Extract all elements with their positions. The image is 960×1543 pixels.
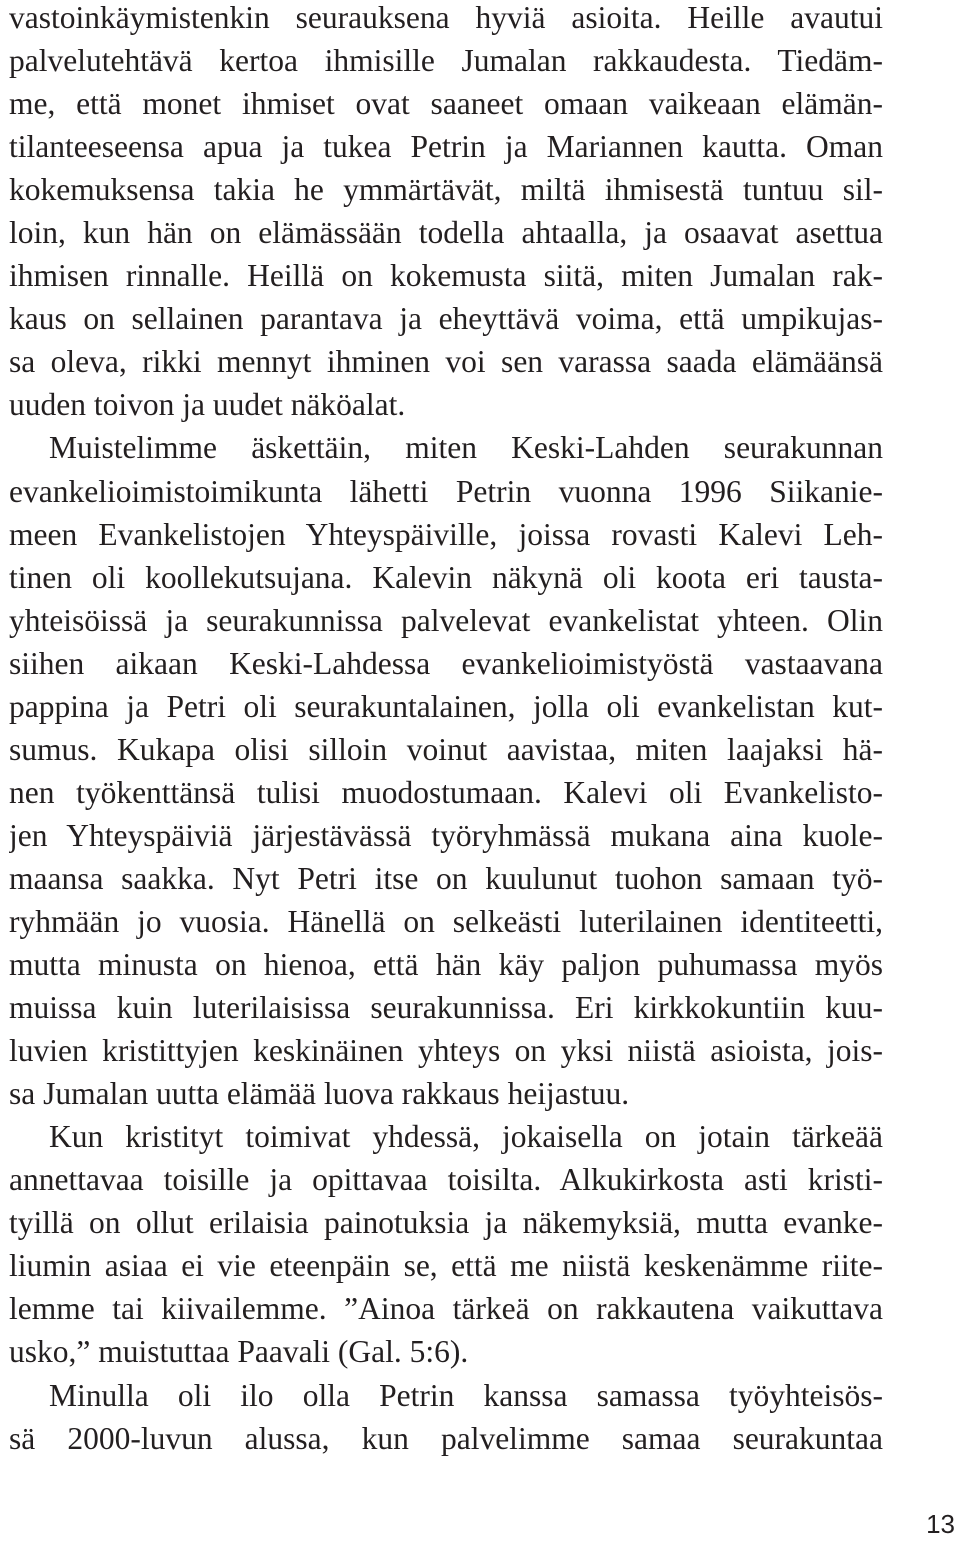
text-line: loin, kun hän on elämässään todella ahtaalla, ja osaavat asettua [9,215,883,251]
text-line: Kun kristityt toimivat yhdessä, jokaisella on jotain tärkeää [49,1119,883,1155]
text-line: jen Yhteyspäiviä järjestävässä työryhmässä mukana aina kuole- [9,817,883,853]
text-line: kaus on sellainen parantava ja eheyttävä voima, että umpikujas- [9,301,883,337]
text-line: tyillä on ollut erilaisia painotuksia ja näkemyksiä, mutta evanke- [9,1205,883,1241]
text-line: yhteisöissä ja seurakunnissa palvelevat evankelistat yhteen. Olin [9,602,883,638]
text-line: pappina ja Petri oli seurakuntalainen, jolla oli evankelistan kut- [9,688,883,724]
text-line: siihen aikaan Keski-Lahdessa evankelioimistyöstä vastaavana [9,645,883,681]
text-line: liumin asiaa ei vie eteenpäin se, että me niistä keskenämme riite- [9,1248,883,1284]
text-line: Minulla oli ilo olla Petrin kanssa samassa työyhteisös- [49,1377,883,1413]
text-line: sumus. Kukapa olisi silloin voinut aavistaa, miten laajaksi hä- [9,731,883,767]
text-line: uuden toivon ja uudet näköalat. [9,387,406,423]
page-body [9,0,883,1460]
text-line: lemme tai kiivailemme. ”Ainoa tärkeä on rakkautena vaikuttava [9,1291,883,1327]
text-line: ryhmään jo vuosia. Hänellä on selkeästi luterilainen identiteetti, [9,903,883,939]
text-line: muissa kuin luterilaisissa seurakunnissa. Eri kirkkokuntiin kuu- [9,990,883,1026]
text-line: usko,” muistuttaa Paavali (Gal. 5:6). [9,1334,469,1370]
text-line: sä 2000-luvun alussa, kun palvelimme samaa seurakuntaa [9,1420,883,1456]
paragraph [9,426,883,1115]
text-line: palvelutehtävä kertoa ihmisille Jumalan rakkaudesta. Tiedäm- [9,43,883,79]
text-line: tinen oli koollekutsujana. Kalevin näkynä oli koota eri tausta- [9,559,883,595]
text-line: sa oleva, rikki mennyt ihminen voi sen varassa saada elämäänsä [9,344,883,380]
text-line: meen Evankelistojen Yhteyspäiville, joissa rovasti Kalevi Leh- [9,516,883,552]
text-line: ihmisen rinnalle. Heillä on kokemusta siitä, miten Jumalan rak- [9,258,883,294]
text-line: tilanteeseensa apua ja tukea Petrin ja Mariannen kautta. Oman [9,129,883,165]
text-line: evankelioimistoimikunta lähetti Petrin vuonna 1996 Siikanie- [9,473,883,509]
text-line: sa Jumalan uutta elämää luova rakkaus heijastuu. [9,1076,630,1112]
text-line: vastoinkäymistenkin seurauksena hyviä asioita. Heille avautui [9,0,883,35]
page-number: 13 [926,1509,955,1539]
text-line: annettavaa toisille ja opittavaa toisilta. Alkukirkosta asti kristi- [9,1162,883,1198]
text-line: kokemuksensa takia he ymmärtävät, miltä ihmisestä tuntuu sil- [9,172,883,208]
text-line: Muistelimme äskettäin, miten Keski-Lahden seurakunnan [49,430,883,466]
text-line: nen työkenttänsä tulisi muodostumaan. Kalevi oli Evankelisto- [9,774,883,810]
text-line: luvien kristittyjen keskinäinen yhteys on yksi niistä asioista, jois- [9,1033,883,1069]
text-line: me, että monet ihmiset ovat saaneet omaan vaikeaan elämän- [9,86,883,122]
text-line: mutta minusta on hienoa, että hän käy paljon puhumassa myös [9,947,883,983]
paragraph [9,1374,883,1460]
paragraph [9,1115,883,1373]
text-line: maansa saakka. Nyt Petri itse on kuulunut tuohon samaan työ- [9,860,883,896]
paragraph [9,0,883,426]
